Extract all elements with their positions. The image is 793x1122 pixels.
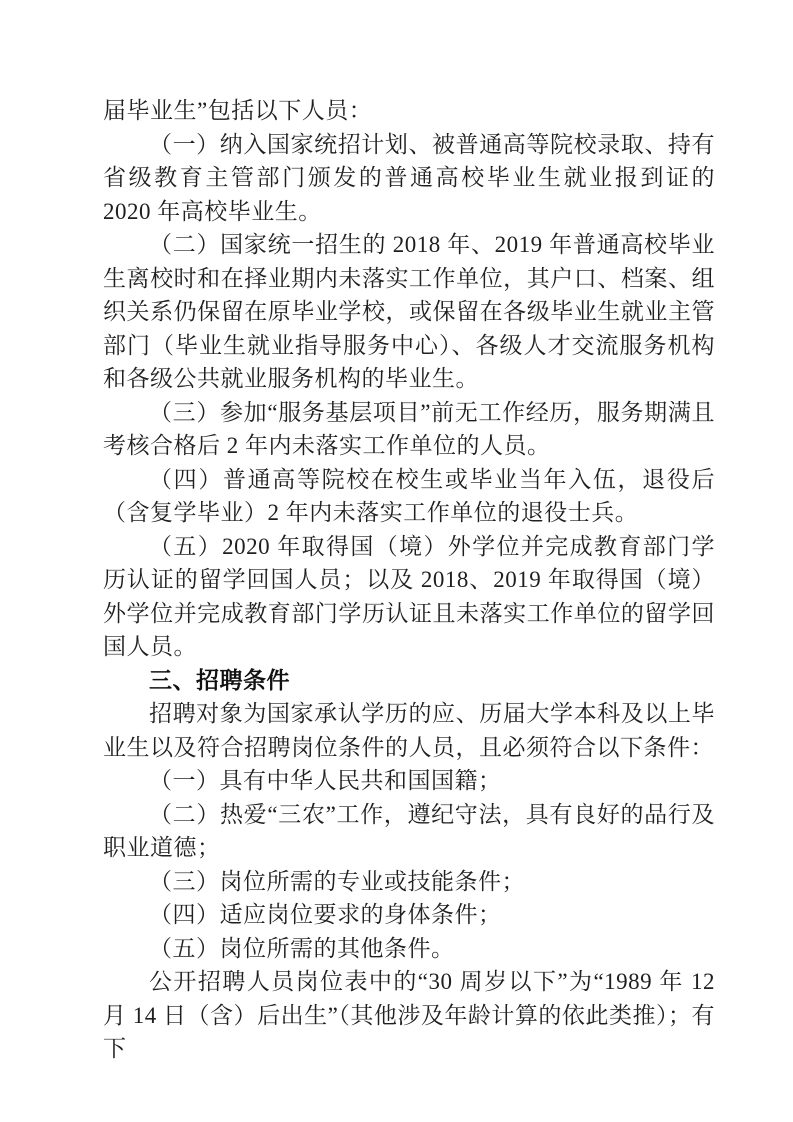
clause-2-2018-2019-graduates: （二）国家统一招生的 2018 年、2019 年普通高校毕业生离校时和在择业期内未落实工作单位，其户口、档案、组织关系仍保留在原毕业学校，或保留在各级毕业生就业主管部门（毕业生就业指导服务中心）、各级人才交流服务机构和各级公共就业服务机构的毕业生。 bbox=[103, 232, 715, 391]
condition-4-physical-requirements: （四）适应岗位要求的身体条件； bbox=[149, 902, 502, 927]
paragraph-recruitment-target-intro: 招聘对象为国家承认学历的应、历届大学本科及以上毕业生以及符合招聘岗位条件的人员，且必须符合以下条件： bbox=[103, 701, 715, 760]
paragraph-continuation-fresh-graduates: 届毕业生”包括以下人员： bbox=[103, 98, 373, 123]
condition-2-conduct-and-ethics: （二）热爱“三农”工作，遵纪守法，具有良好的品行及职业道德； bbox=[103, 801, 715, 860]
clause-4-retired-soldiers: （四）普通高等院校在校生或毕业当年入伍，退役后（含复学毕业）2 年内未落实工作单位的退役士兵。 bbox=[103, 466, 715, 525]
condition-5-other-requirements: （五）岗位所需的其他条件。 bbox=[149, 935, 455, 961]
document-text-block bbox=[103, 94, 715, 1066]
condition-1-nationality: （一）具有中华人民共和国国籍； bbox=[149, 768, 502, 793]
clause-5-overseas-returnees: （五）2020 年取得国（境）外学位并完成教育部门学历认证的留学回国人员；以及 2018、2019 年取得国（境）外学位并完成教育部门学历认证且未落实工作单位的留学回国人员。 bbox=[103, 533, 715, 659]
section-heading-recruitment-conditions: 三、招聘条件 bbox=[149, 666, 290, 693]
paragraph-age-limit-definition: 公开招聘人员岗位表中的“30 周岁以下”为“1989 年 12 月 14 日（含）后出生”（其他涉及年龄计算的依此类推）；有下 bbox=[103, 969, 715, 1061]
clause-1-state-enrollment-plan: （一）纳入国家统招计划、被普通高等院校录取、持有省级教育主管部门颁发的普通高校毕业生就业报到证的 2020 年高校毕业生。 bbox=[103, 131, 715, 224]
condition-3-professional-skills: （三）岗位所需的专业或技能条件； bbox=[149, 868, 525, 894]
clause-3-grassroots-service-program: （三）参加“服务基层项目”前无工作经历，服务期满且考核合格后 2 年内未落实工作单位的人员。 bbox=[103, 399, 715, 458]
